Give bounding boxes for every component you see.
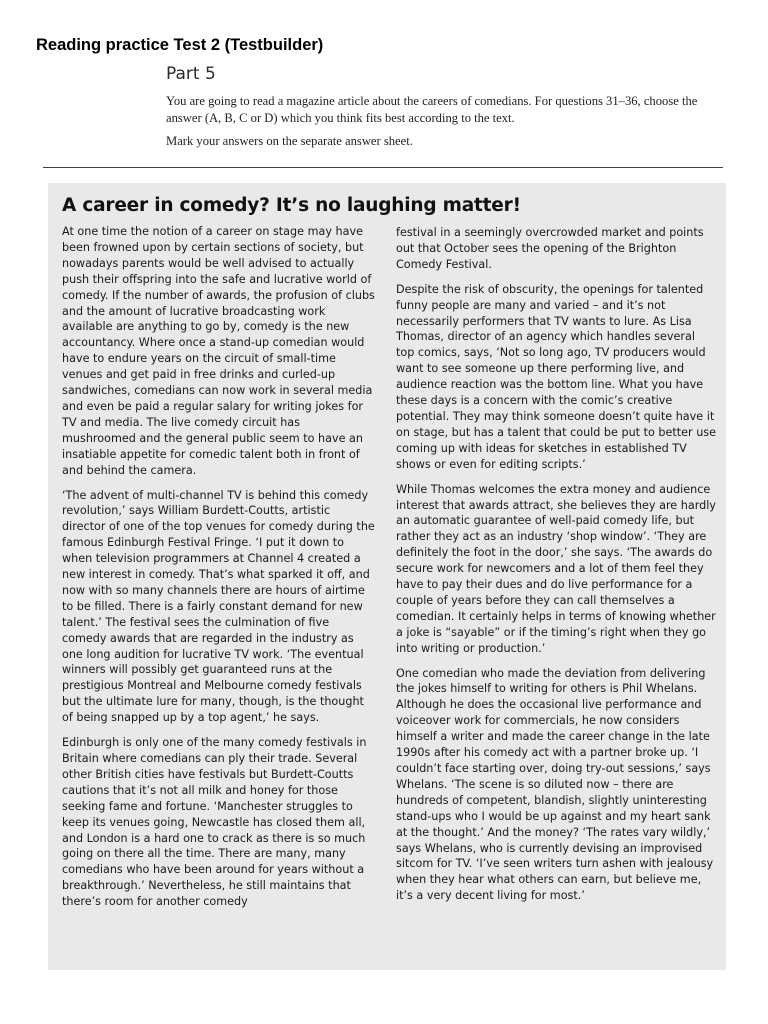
article-left-column [62,224,376,919]
section-divider [43,167,723,168]
instructions-text: You are going to read a magazine article about the careers of comedians. For questions 31–36, choose the answer (A, B, C or D) which you think fits best according to the text. [166,94,698,125]
article-title: A career in comedy? It’s no laughing matter! [62,195,521,216]
article-paragraph: Edinburgh is only one of the many comedy festivals in Britain where comedians can ply their trade. Several other British cities have festivals but Burdett-Coutts cautions that it’s not all milk and honey for those seeking fame and fortune. ‘Manchester struggles to keep its venues going, Newcastle has closed them all, and London is a hard one to crack as there is so much going on there all the time. There are many, many comedians who have been around for years without a breakthrough.’ Nevertheless, he still maintains that there’s room for another comedy [62,736,367,909]
article-paragraph: One comedian who made the deviation from delivering the jokes himself to writing for others is Phil Whelans. Although he does the occasional live performance and voiceover work for commercials, he now considers himself a writer and made the career change in the late 1990s after his comedy act with a partner broke up. ‘I couldn’t face starting over, doing try-out sessions,’ says Whelans. ‘The scene is so diluted now – there are hundreds of competent, blandish, slightly uninteresting stand-ups who I would be up against and my heart sank at the thought.’ And the money? ‘The rates vary wildly,’ says Whelans, who is currently devising an improvised sitcom for TV. ‘I’ve seen writers turn ashen with jealousy when they hear what others can earn, but believe me, it’s a very decent living for most.’ [396,666,714,903]
article-paragraph: While Thomas welcomes the extra money and audience interest that awards attract, she believes they are hardly an automatic guarantee of well-paid comedy life, but rather they act as an industry ‘shop window’. ‘They are definitely the foot in the door,’ she says. ‘The awards do secure work for newcomers and a lot of them feel they have to pay their dues and do live performance for a couple of years before they can call themselves a comedian. It certainly helps in terms of knowing whether a joke is “sayable” or if the timing’s right when they go into writing or production.’ [396,482,716,655]
article-right-column [396,225,716,913]
answer-sheet-note: Mark your answers on the separate answer sheet. [166,134,413,148]
part-label: Part 5 [166,64,216,84]
article-paragraph: At one time the notion of a career on stage may have been frowned upon by certain sections of society, but nowadays parents would be well advised to actually push their offspring into the safe and lucrative world of comedy. If the number of awards, the profusion of clubs and the amount of lucrative broadcasting work available are anything to go by, comedy is the new accountancy. Where once a stand-up comedian would have to endure years on the circuit of small-time venues and get paid in free drinks and curled-up sandwiches, comedians can now work in several media and even be paid a regular salary for writing jokes for TV and media. The live comedy circuit has mushroomed and the general public seem to have an insatiable appetite for comedic talent both in front of and behind the camera. [62,225,375,477]
document-title: Reading practice Test 2 (Testbuilder) [36,36,324,54]
article-paragraph: festival in a seemingly overcrowded market and points out that October sees the opening of the Brighton Comedy Festival. [396,226,704,271]
article-panel [48,183,726,970]
part-header [166,64,726,154]
article-paragraph: Despite the risk of obscurity, the openings for talented funny people are many and varied – and it’s not necessarily performers that TV wants to lure. As Lisa Thomas, director of an agency which handles several top comics, says, ‘Not so long ago, TV producers would want to see someone up there performing live, and audience reaction was the bottom line. What you have these days is a concern with the comic’s creative potential. They may think someone doesn’t quite have it on stage, but has a talent that could be put to better use coming up with ideas for sketches in established TV shows or even for editing scripts.’ [396,282,716,471]
article-paragraph: ‘The advent of multi-channel TV is behind this comedy revolution,’ says William Burdett-Coutts, artistic director of one of the top venues for comedy during the famous Edinburgh Festival Fringe. ‘I put it down to when television programmers at Channel 4 created a new interest in comedy. That’s what sparked it off, and now with so many channels there are hours of airtime to be filled. There is a fairly constant demand for new talent.’ The festival sees the culmination of five comedy awards that are regarded in the industry as one long audition for lucrative TV work. ‘The eventual winners will possibly get guaranteed runs at the prestigious Montreal and Melbourne comedy festivals but the ultimate lure for many, though, is the thought of being snapped up by a top agent,’ he says. [62,488,375,725]
